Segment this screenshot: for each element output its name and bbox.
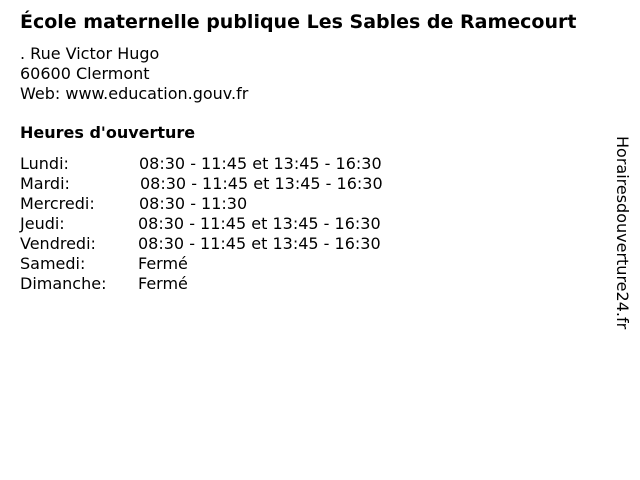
- address-web: Web: www.education.gouv.fr: [20, 84, 249, 103]
- day-label: Vendredi:: [20, 234, 96, 253]
- day-label: Jeudi:: [20, 214, 65, 233]
- hours-heading: Heures d'ouverture: [20, 123, 196, 142]
- site-watermark: [610, 136, 634, 344]
- address-block: [20, 44, 248, 104]
- page-title: École maternelle publique Les Sables de Ramecourt: [20, 11, 577, 33]
- time-value: 08:30 - 11:45 et 13:45 - 16:30: [138, 234, 381, 253]
- watermark-text: Horairesdouverture24.fr: [613, 136, 632, 330]
- time-value: 08:30 - 11:45 et 13:45 - 16:30: [140, 174, 383, 193]
- time-value: 08:30 - 11:45 et 13:45 - 16:30: [139, 154, 382, 173]
- day-label: Dimanche:: [20, 274, 107, 293]
- day-label: Samedi:: [20, 254, 86, 273]
- time-value: 08:30 - 11:30: [139, 194, 248, 213]
- day-label: Mardi:: [20, 174, 70, 193]
- time-value: Fermé: [138, 274, 188, 293]
- time-value: Fermé: [138, 254, 188, 273]
- time-value: 08:30 - 11:45 et 13:45 - 16:30: [138, 214, 381, 233]
- address-street: . Rue Victor Hugo: [20, 44, 160, 63]
- day-label: Mercredi:: [20, 194, 95, 213]
- day-label: Lundi:: [20, 154, 69, 173]
- address-city: 60600 Clermont: [20, 64, 150, 83]
